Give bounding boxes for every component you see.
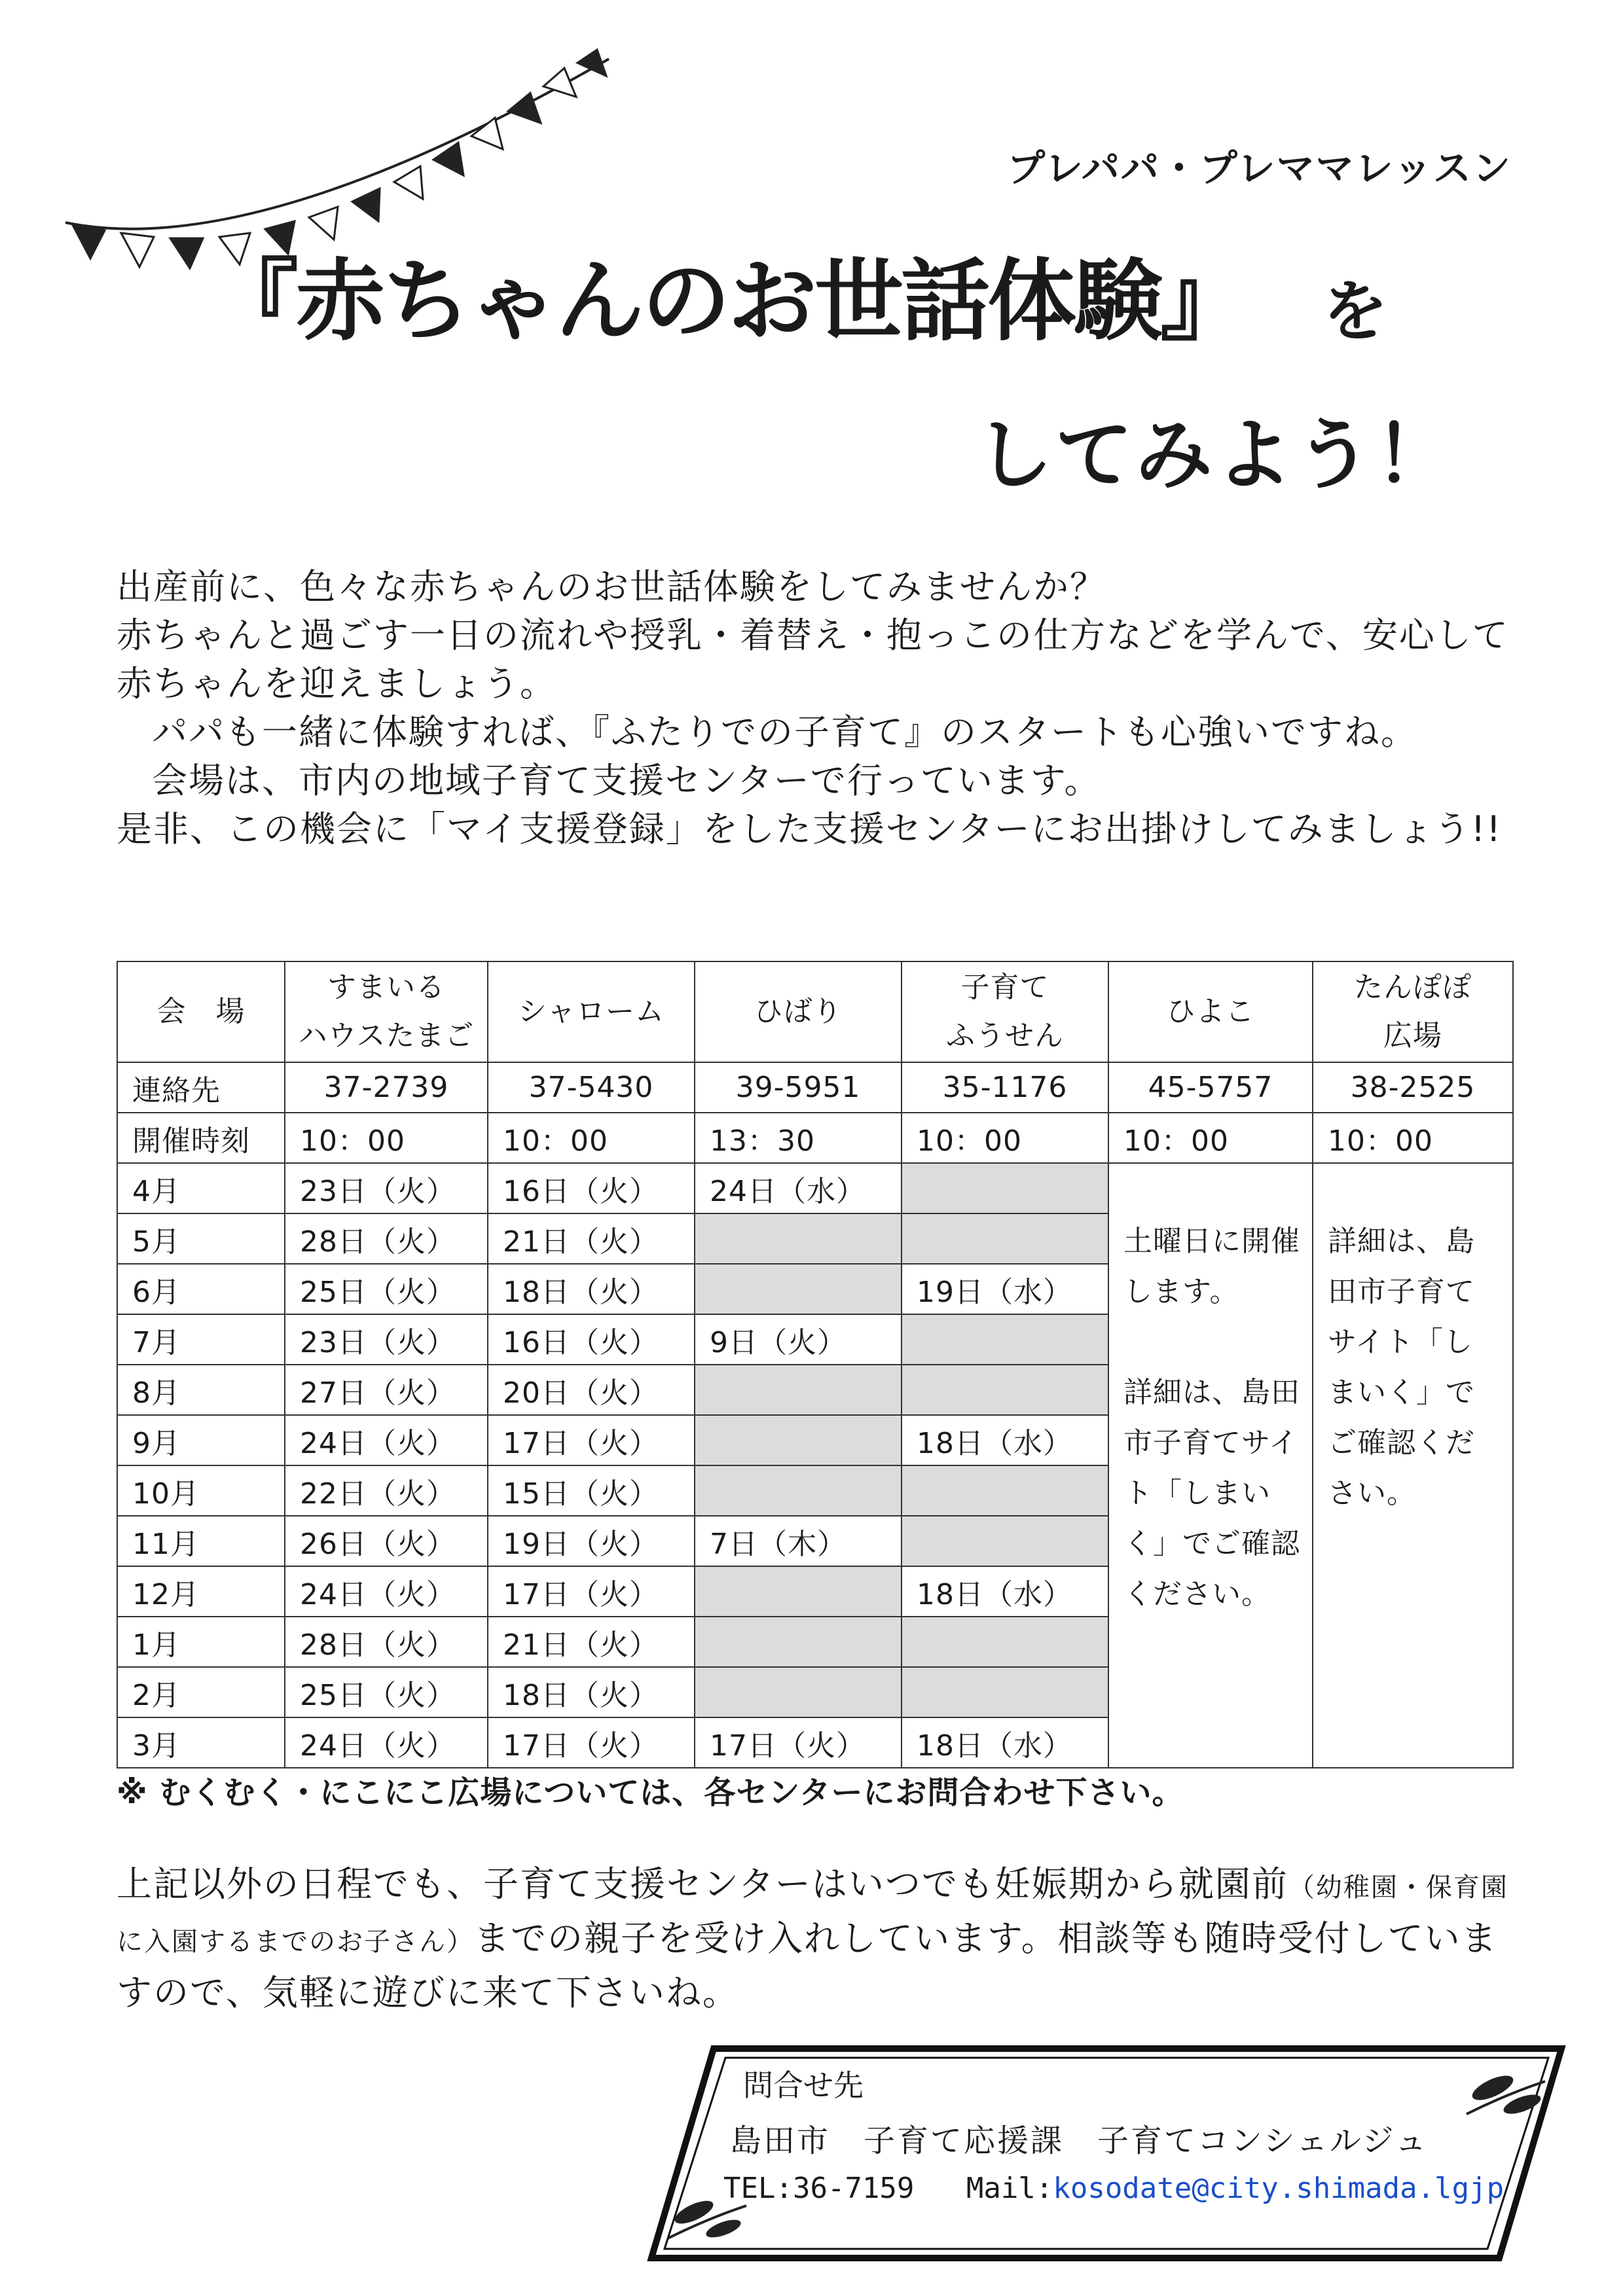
date-cell-empty (695, 1264, 902, 1314)
start-time: 10：00 (902, 1113, 1108, 1163)
date-cell-empty (902, 1213, 1108, 1264)
date-cell: 26日（火） (285, 1516, 488, 1566)
month-label: 10月 (117, 1465, 285, 1516)
date-cell: 20日（火） (488, 1365, 695, 1415)
contact-mail-link[interactable]: kosodate@city.shimada.lgjp (1053, 2172, 1504, 2205)
date-cell: 16日（火） (488, 1314, 695, 1365)
date-cell: 22日（火） (285, 1465, 488, 1516)
info-note: （幼稚園・保育園に入園するまでのお子さん） (117, 1873, 1508, 1957)
date-cell: 25日（火） (285, 1667, 488, 1717)
date-cell: 19日（火） (488, 1516, 695, 1566)
intro-line: 赤ちゃんと過ごす一日の流れや授乳・着替え・抱っこの仕方などを学んで、安心して赤ちゃんを迎えましょう。 (117, 615, 1509, 704)
date-cell-empty (902, 1465, 1108, 1516)
venue-fusen: 子育て ふうせん (902, 961, 1108, 1062)
info-text: 上記以外の日程でも、子育て支援センターはいつでも妊娠期から就園前 (117, 1863, 1288, 1905)
month-label: 7月 (117, 1314, 285, 1365)
date-cell-empty (695, 1213, 902, 1264)
date-cell: 24日（水） (695, 1163, 902, 1213)
contact-label: 連絡先 (117, 1062, 285, 1113)
lesson-subtitle: プレパパ・プレママレッスン (1007, 146, 1512, 190)
intro-line: パパも一緒に体験すれば、『ふたりでの子育て』のスタートも心強いですね。 (152, 711, 1417, 753)
contact-number: 39-5951 (695, 1062, 902, 1113)
venue-hiyoko: ひよこ (1108, 961, 1313, 1062)
intro-line: 出産前に、色々な赤ちゃんのお世話体験をしてみませんか？ (117, 566, 1106, 607)
date-cell-empty (695, 1566, 902, 1617)
date-cell: 28日（火） (285, 1617, 488, 1667)
intro-line: 会場は、市内の地域子育て支援センターで行っています。 (152, 760, 1101, 801)
date-cell-empty (695, 1617, 902, 1667)
venue-shalom: シャローム (488, 961, 695, 1062)
page-title: 『赤ちゃんのお世話体験』 (210, 250, 1247, 353)
contact-number: 35-1176 (902, 1062, 1108, 1113)
month-label: 2月 (117, 1667, 285, 1717)
date-cell: 18日（水） (902, 1717, 1108, 1768)
start-time: 10：00 (1108, 1113, 1313, 1163)
date-cell: 18日（水） (902, 1415, 1108, 1465)
month-label: 9月 (117, 1415, 285, 1465)
start-time: 13：30 (695, 1113, 902, 1163)
date-cell: 18日（水） (902, 1566, 1108, 1617)
date-cell: 24日（火） (285, 1415, 488, 1465)
month-label: 1月 (117, 1617, 285, 1667)
intro-line: 是非、この機会に「マイ支援登録」をした支援センターにお出掛けしてみましょう!! (117, 808, 1503, 850)
month-label: 3月 (117, 1717, 285, 1768)
date-cell-empty (695, 1667, 902, 1717)
leaf-icon (1467, 2071, 1545, 2118)
date-cell: 21日（火） (488, 1617, 695, 1667)
intro-text (117, 563, 1518, 853)
date-cell: 25日（火） (285, 1264, 488, 1314)
date-cell: 23日（火） (285, 1314, 488, 1365)
contact-number: 38-2525 (1313, 1062, 1513, 1113)
date-cell-empty (902, 1163, 1108, 1213)
month-label: 12月 (117, 1566, 285, 1617)
contact-number: 45-5757 (1108, 1062, 1313, 1113)
venue-hibari: ひばり (695, 961, 902, 1062)
date-cell-empty (902, 1365, 1108, 1415)
date-cell: 7日（木） (695, 1516, 902, 1566)
date-cell: 17日（火） (488, 1717, 695, 1768)
month-label: 4月 (117, 1163, 285, 1213)
venue-tanpopo: たんぽぽ 広場 (1313, 961, 1513, 1062)
date-cell: 18日（火） (488, 1264, 695, 1314)
venue-header-row (117, 961, 1513, 1062)
date-cell-empty (902, 1667, 1108, 1717)
month-label: 11月 (117, 1516, 285, 1566)
date-cell: 24日（火） (285, 1566, 488, 1617)
contact-title: 問合せ先 (743, 2068, 864, 2103)
date-cell: 18日（火） (488, 1667, 695, 1717)
start-time: 10：00 (285, 1113, 488, 1163)
page-title-line2: してみよう！ (976, 410, 1455, 500)
month-label: 5月 (117, 1213, 285, 1264)
schedule-table (117, 961, 1514, 1768)
date-cell: 28日（火） (285, 1213, 488, 1264)
month-label: 6月 (117, 1264, 285, 1314)
contact-org: 島田市 子育て応援課 子育てコンシェルジュ (730, 2123, 1429, 2159)
date-cell: 21日（火） (488, 1213, 695, 1264)
footnote: ※ むくむく・にこにこ広場については、各センターにお問合わせ下さい。 (117, 1774, 1184, 1811)
contact-tel: TEL:36-7159 (723, 2172, 915, 2205)
date-cell-empty (902, 1617, 1108, 1667)
tanpopo-note: 詳細は、島田市子育てサイト「しまいく」でご確認ください。 (1313, 1163, 1513, 1768)
date-cell-empty (902, 1314, 1108, 1365)
contact-number: 37-5430 (488, 1062, 695, 1113)
time-label: 開催時刻 (117, 1113, 285, 1163)
start-time: 10：00 (488, 1113, 695, 1163)
date-cell: 9日（火） (695, 1314, 902, 1365)
date-cell: 16日（火） (488, 1163, 695, 1213)
month-row (117, 1163, 1513, 1213)
contact-number: 37-2739 (285, 1062, 488, 1113)
date-cell: 17日（火） (488, 1415, 695, 1465)
month-label: 8月 (117, 1365, 285, 1415)
date-cell: 27日（火） (285, 1365, 488, 1415)
contact-line (723, 2172, 1504, 2205)
date-cell: 17日（火） (488, 1566, 695, 1617)
date-cell-empty (695, 1415, 902, 1465)
date-cell: 24日（火） (285, 1717, 488, 1768)
date-cell: 15日（火） (488, 1465, 695, 1516)
date-cell-empty (902, 1516, 1108, 1566)
start-time: 10：00 (1313, 1113, 1513, 1163)
contact-row (117, 1062, 1513, 1113)
contact-mail-label: Mail: (966, 2172, 1053, 2205)
time-row (117, 1113, 1513, 1163)
venue-sumairu: すまいる ハウスたまご (285, 961, 488, 1062)
page-title-particle: を (1322, 273, 1388, 350)
date-cell: 23日（火） (285, 1163, 488, 1213)
date-cell: 17日（火） (695, 1717, 902, 1768)
hiyoko-note: 土曜日に開催します。 詳細は、島田市子育てサイト「しまいく」でご確認ください。 (1108, 1163, 1313, 1768)
date-cell-empty (695, 1465, 902, 1516)
date-cell-empty (695, 1365, 902, 1415)
date-cell: 19日（水） (902, 1264, 1108, 1314)
info-paragraph (117, 1859, 1518, 2018)
info-text: までの親子を受け入れしています。相談等も随時受付していますので、気軽に遊びに来て下さいね。 (117, 1918, 1498, 2013)
venue-label: 会 場 (117, 961, 285, 1062)
